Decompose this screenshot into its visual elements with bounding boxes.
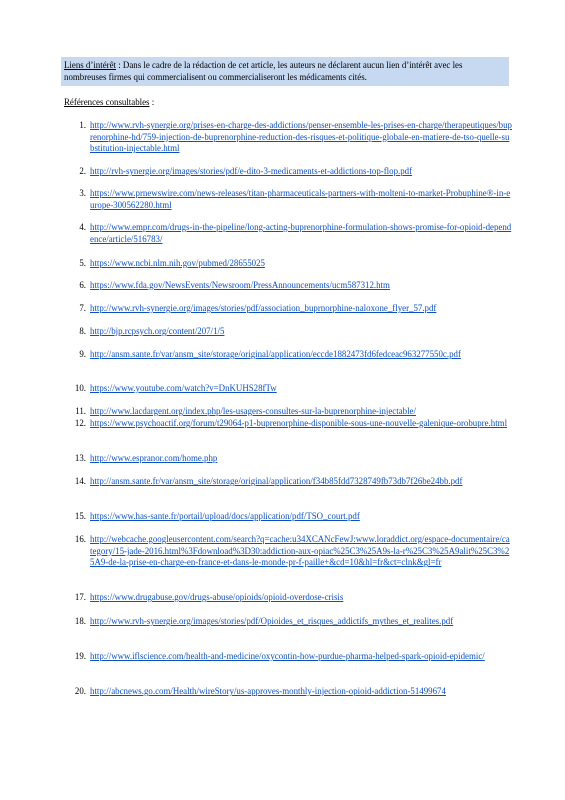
reference-number: 13. (74, 453, 86, 463)
reference-number: 1. (79, 120, 86, 130)
reference-item (72, 453, 512, 465)
reference-link[interactable]: http://www.espranor.com/home.php (90, 453, 218, 463)
reference-link[interactable]: http://bjp.rcpsych.org/content/207/1/5 (90, 326, 225, 336)
references-heading (64, 96, 154, 108)
reference-link[interactable]: https://www.prnewswire.com/news-releases/titan-pharmaceuticals-partners-with-molteni-to-market-Probuphine®-in-europe-300562280.html (90, 188, 511, 210)
reference-item (72, 511, 512, 523)
reference-number: 12. (74, 418, 86, 428)
reference-item (72, 166, 512, 178)
reference-number: 20. (74, 686, 86, 696)
reference-number: 7. (79, 303, 86, 313)
reference-number: 8. (79, 326, 86, 336)
reference-item (72, 303, 512, 315)
reference-link[interactable]: https://www.youtube.com/watch?v=DnKUHS28fTw (90, 383, 277, 393)
reference-link[interactable]: http://ansm.sante.fr/var/ansm_site/storage/original/application/eccde1882473fd6fedceac963277550c.pdf (90, 349, 461, 359)
reference-item (72, 592, 512, 604)
conflict-of-interest-heading: Liens d’intérêt (64, 60, 116, 70)
reference-item (72, 651, 512, 663)
references-heading-colon: : (149, 97, 155, 107)
reference-link[interactable]: http://www.rvh-synergie.org/images/stories/pdf/Opioides_et_risques_addictifs_mythes_et_realites.pdf (90, 616, 454, 626)
reference-item (72, 383, 512, 395)
reference-item (72, 534, 512, 569)
reference-link[interactable]: http://ansm.sante.fr/var/ansm_site/storage/original/application/f34b85fdd7328749fb73db7f26be24bb.pdf (90, 476, 463, 486)
reference-number: 17. (74, 592, 86, 602)
reference-item (72, 686, 512, 698)
reference-item (72, 406, 512, 418)
reference-link[interactable]: http://www.empr.com/drugs-in-the-pipeline/long-acting-buprenorphine-formulation-shows-promise-for-opioid-dependence/article/516783/ (90, 222, 512, 244)
reference-number: 2. (79, 166, 86, 176)
reference-number: 11. (75, 406, 86, 416)
reference-link[interactable]: https://www.ncbi.nlm.nih.gov/pubmed/28655025 (90, 258, 265, 268)
reference-item (72, 188, 512, 211)
reference-item (72, 476, 512, 488)
reference-item (72, 280, 512, 292)
references-heading-label: Références consultables (64, 97, 150, 107)
reference-item (72, 222, 512, 245)
reference-item (72, 326, 512, 338)
reference-link[interactable]: http://www.iflscience.com/health-and-medicine/oxycontin-how-purdue-pharma-helped-spark-opioid-epidemic/ (90, 651, 485, 661)
reference-number: 14. (74, 476, 86, 486)
reference-number: 10. (74, 383, 86, 393)
reference-number: 15. (74, 511, 86, 521)
reference-link[interactable]: https://www.fda.gov/NewsEvents/Newsroom/PressAnnouncements/ucm587312.htm (90, 280, 390, 290)
reference-link[interactable]: https://www.has-sante.fr/portail/upload/docs/application/pdf/TSO_court.pdf (90, 511, 360, 521)
reference-link[interactable]: http://www.lacdargent.org/index.php/les-usagers-consultes-sur-la-buprenorphine-injectable/ (90, 406, 416, 416)
reference-link[interactable]: http://rvh-synergie.org/images/stories/pdf/e-dito-3-medicaments-et-addictions-top-flop.pdf (90, 166, 413, 176)
reference-number: 16. (74, 534, 86, 544)
reference-item (72, 258, 512, 270)
conflict-of-interest-text: : Dans le cadre de la rédaction de cet article, les auteurs ne déclarent aucun lien d’intérêt avec les nombreuses firmes qui commercialisent ou commercialiseront les médicaments cités. (64, 60, 463, 82)
reference-link[interactable]: http://abcnews.go.com/Health/wireStory/us-approves-monthly-injection-opioid-addiction-51499674 (90, 686, 446, 696)
reference-number: 19. (74, 651, 86, 661)
reference-number: 6. (79, 280, 86, 290)
reference-link[interactable]: https://www.drugabuse.gov/drugs-abuse/opioids/opioid-overdose-crisis (90, 592, 344, 602)
reference-item (72, 120, 512, 155)
reference-item (72, 616, 512, 628)
reference-number: 18. (74, 616, 86, 626)
conflict-of-interest-note (61, 57, 509, 86)
reference-number: 9. (79, 349, 86, 359)
reference-number: 5. (79, 258, 86, 268)
reference-link[interactable]: http://www.rvh-synergie.org/prises-en-charge-des-addictions/penser-ensemble-les-prises-en-charge/therapeutiques/buprenorphine-hd/759-injection-de-buprenorphine-reduction-des-risques-et-politique-globale-en-matiere-de-tso-quelle-substitution-injectable.html (90, 120, 512, 154)
reference-number: 3. (79, 188, 86, 198)
reference-link[interactable]: https://www.psychoactif.org/forum/t29064-p1-buprenorphine-disponible-sous-une-nouvelle-galenique-orobupre.html (90, 418, 508, 428)
reference-link[interactable]: http://www.rvh-synergie.org/images/stories/pdf/association_buprnorphine-naloxone_flyer_57.pdf (90, 303, 437, 313)
reference-item (72, 418, 512, 430)
reference-number: 4. (79, 222, 86, 232)
reference-link[interactable]: http://webcache.googleusercontent.com/search?q=cache:u34XCANcFewJ:www.loraddict.org/espace-documentaire/category/15-jade-2016.html%3Fdownload%3D30:addiction-aux-opiac%25C3%25A9s-la-r%25C3%25A9alit%25C3%25A9-de-la-prise-en-charge-en-france-et-dans-le-monde-pr-f-paille+&cd=10&hl=fr&ct=clnk&gl=fr (90, 534, 510, 568)
reference-item (72, 349, 512, 361)
